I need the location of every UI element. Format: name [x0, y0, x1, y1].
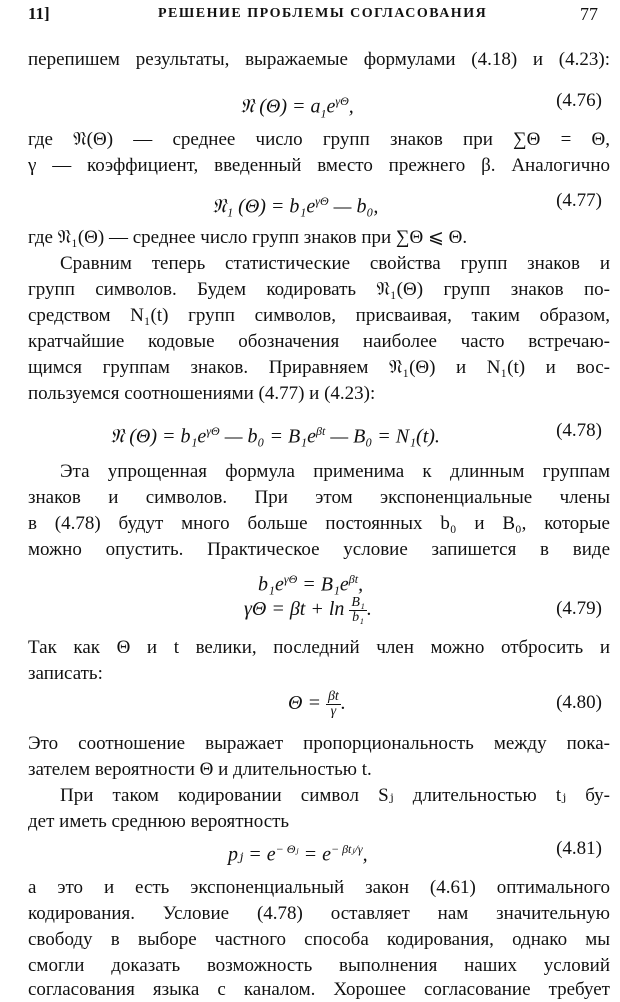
equation-4-76: 𝔑 $(\Theta) = a_1e^{\gamma\Theta}$,	[240, 94, 354, 121]
text-line: γ — коэффициент, введенный вместо прежнего β. Аналогично	[28, 155, 610, 176]
text-line: смогли доказать возможность выполнения наших условий	[28, 955, 610, 976]
text-line: свободу в выборе частного способа кодирования, однако мы	[28, 929, 610, 950]
equation-number: (4.79)	[556, 598, 602, 619]
text-line: где 𝔑₁(Θ) — среднее число групп знаков при ∑Θ ⩽ Θ.	[28, 227, 468, 248]
equation-4-80: Θ = $\frac{\beta t}{\gamma}$ .	[288, 689, 346, 719]
text-line: щимся группам знаков. Приравняем 𝔑₁(Θ) и N₁(t) и вос-	[28, 357, 610, 378]
text-line: При таком кодировании символ Sⱼ длительностью tⱼ бу-	[60, 785, 610, 806]
page-number: 77	[580, 4, 598, 24]
text-line: групп символов. Будем кодировать 𝔑₁(Θ) групп знаков по-	[28, 279, 610, 300]
text-line: знаков и символов. При этом экспоненциальные члены	[28, 487, 610, 508]
text-line: зателем вероятности Θ и длительностью t.	[28, 759, 372, 780]
text-line: записать:	[28, 663, 103, 684]
text-line: кратчайшие кодовые обозначения наиболее часто встречаю-	[28, 331, 610, 352]
text-line: согласования языка с каналом. Хорошее согласование требует	[28, 979, 610, 1000]
text-line: пользуемся соотношениями (4.77) и (4.23):	[28, 383, 376, 404]
equation-number: (4.81)	[556, 838, 602, 859]
equation-4-79-second: γΘ = βt + ln $\frac{\text{B₁}}{\text{b₁}}$ .	[244, 595, 372, 625]
text-line: Так как Θ и t велики, последний член можно отбросить и	[28, 637, 610, 658]
equation-number: (4.80)	[556, 692, 602, 713]
fraction: $\frac{\text{B₁}}{\text{b₁}}$	[351, 595, 365, 625]
text-line: где 𝔑(Θ) — среднее число групп знаков при ∑Θ = Θ,	[28, 129, 610, 150]
equation-4-81: pⱼ = $e^{- \Theta ⱼ} = e^{- \beta tⱼ/\gamma}$,	[228, 842, 368, 866]
text-line: можно опустить. Практическое условие запишется в виде	[28, 539, 610, 560]
text-line: средством N₁(t) групп символов, присваивая, таким образом,	[28, 305, 610, 326]
equation-4-79-first: $b_1e^{\gamma\Theta} = B_1e^{\beta t}$,	[258, 572, 364, 596]
text-line: Эта упрощенная формула применима к длинным группам	[60, 461, 610, 482]
text-line: Это соотношение выражает пропорциональность между пока-	[28, 733, 610, 754]
text-line: в (4.78) будут много больше постоянных b₀ и B₀, которые	[28, 513, 610, 534]
text-line: дет иметь среднюю вероятность	[28, 811, 290, 832]
running-title: РЕШЕНИЕ ПРОБЛЕМЫ СОГЛАСОВАНИЯ	[158, 6, 488, 21]
equation-4-77: 𝔑₁ $(\Theta) = b_1e^{\gamma\Theta}$ — b₀,	[212, 194, 379, 218]
equation-4-78: 𝔑 $(\Theta) = b_1e^{\gamma\Theta}$ — $b_0 = B_1e^{\beta t}$ — B₀ = N₁(t).	[110, 424, 440, 448]
text-line: а это и есть экспоненциальный закон (4.61) оптимального	[28, 877, 610, 898]
text-line: перепишем результаты, выражаемые формулами (4.18) и (4.23):	[28, 49, 610, 70]
fraction: $\frac{\beta t}{\gamma}$	[327, 689, 339, 719]
equation-number: (4.77)	[556, 190, 602, 211]
text-line: Сравним теперь статистические свойства групп знаков и	[60, 253, 610, 274]
text-line: кодирования. Условие (4.78) оставляет нам значительную	[28, 903, 610, 924]
running-header	[28, 4, 606, 30]
equation-number: (4.78)	[556, 420, 602, 441]
equation-number: (4.76)	[556, 90, 602, 111]
section-marker: 11]	[28, 4, 50, 23]
